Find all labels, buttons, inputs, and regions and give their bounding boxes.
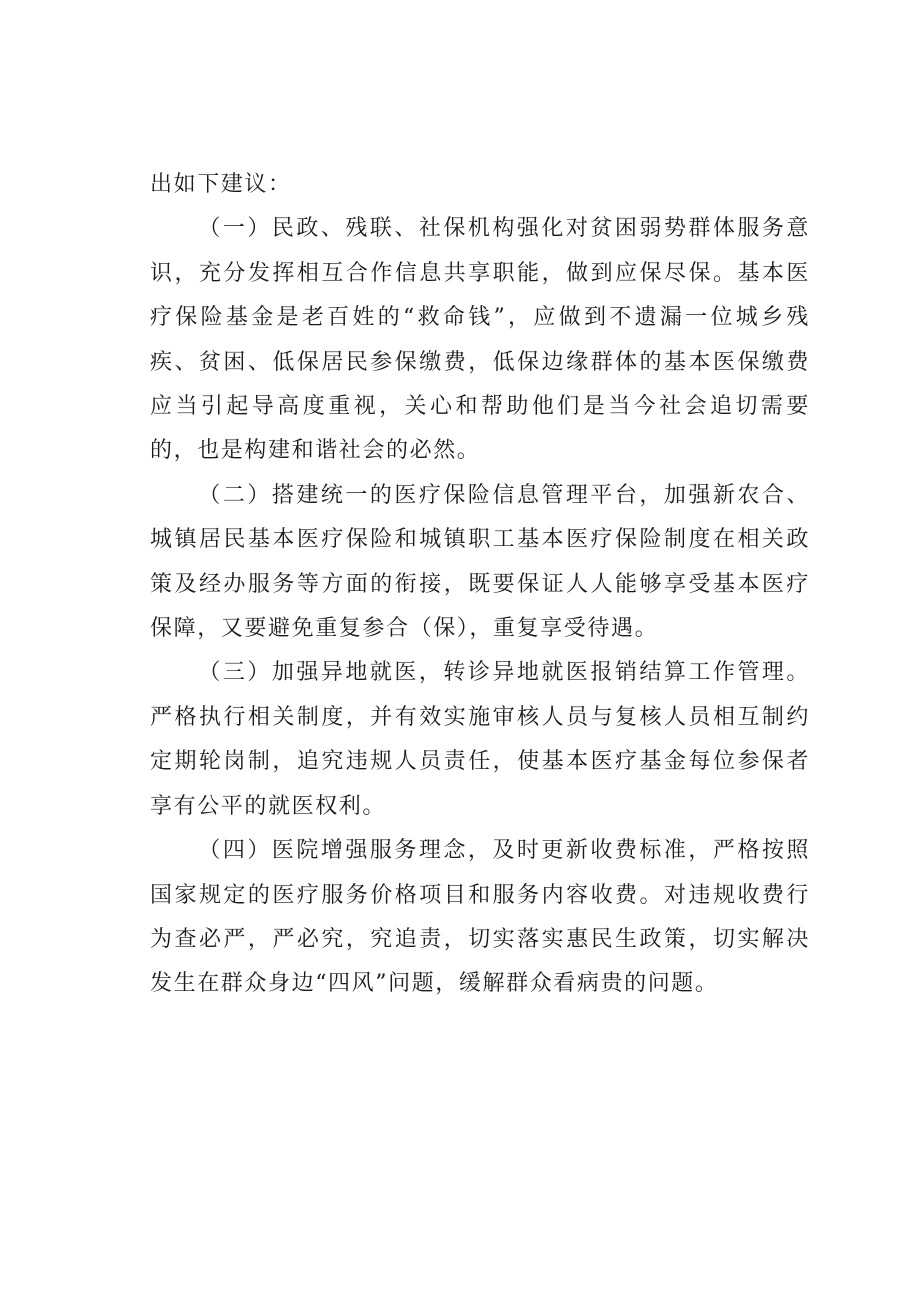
document-body <box>150 163 810 1007</box>
paragraph-suggestion-2: （二）搭建统一的医疗保险信息管理平台，加强新农合、城镇居民基本医疗保险和城镇职工基本医疗保险制度在相关政策及经办服务等方面的衔接，既要保证人人能够享受基本医疗保障，又要避免重复参合（保），重复享受待遇。 <box>150 482 810 642</box>
paragraph-intro: 出如下建议： <box>150 172 292 197</box>
paragraph-suggestion-1: （一）民政、残联、社保机构强化对贫困弱势群体服务意识，充分发挥相互合作信息共享职能，做到应保尽保。基本医疗保险基金是老百姓的“救命钱”，应做到不遗漏一位城乡残疾、贫困、低保居民参保缴费，低保边缘群体的基本医保缴费应当引起导高度重视，关心和帮助他们是当今社会追切需要的，也是构建和谐社会的必然。 <box>150 216 810 464</box>
paragraph-suggestion-4: （四）医院增强服务理念，及时更新收费标准，严格按照国家规定的医疗服务价格项目和服务内容收费。对违规收费行为查必严，严必究，究追责，切实落实惠民生政策，切实解决发生在群众身边“四风”问题，缓解群众看病贵的问题。 <box>150 838 810 997</box>
paragraph-suggestion-3: （三）加强异地就医，转诊异地就医报销结算工作管理。严格执行相关制度，并有效实施审核人员与复核人员相互制约定期轮岗制，追究违规人员责任，使基本医疗基金每位参保者享有公平的就医权利。 <box>150 660 810 819</box>
